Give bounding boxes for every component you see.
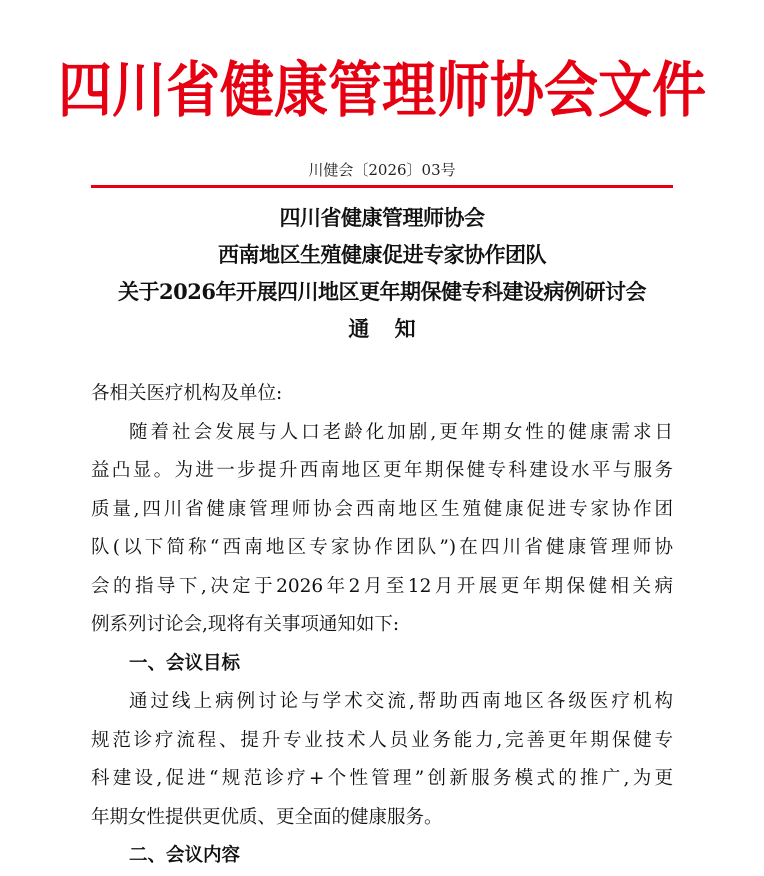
masthead-title: 四川省健康管理师协会文件	[58, 56, 707, 126]
salutation: 各相关医疗机构及单位:	[91, 383, 283, 404]
title-line-notice: 通知	[348, 316, 441, 341]
paragraph-2-line: 科建设,促进“规范诊疗+个性管理”创新服务模式的推广,为更	[91, 768, 673, 789]
red-rule-divider	[91, 185, 673, 188]
document-number: 川健会〔2026〕03号	[308, 161, 456, 179]
paragraph-1-line: 随着社会发展与人口老龄化加剧,更年期女性的健康需求日	[129, 421, 673, 443]
paragraph-1-line: 会的指导下,决定于2026年2月至12月开展更年期保健相关病	[91, 575, 673, 597]
paragraph-1-line: 质量,四川省健康管理师协会西南地区生殖健康促进专家协作团	[91, 498, 673, 520]
paragraph-2-line: 年期女性提供更优质、更全面的健康服务。	[91, 806, 443, 828]
section-2-heading: 二、会议内容	[129, 845, 241, 866]
title-line-issuer-1: 四川省健康管理师协会	[279, 205, 485, 230]
title-line-issuer-2: 西南地区生殖健康促进专家协作团队	[218, 242, 546, 267]
paragraph-2-line: 规范诊疗流程、提升专业技术人员业务能力,完善更年期保健专	[91, 729, 673, 751]
title-line-subject: 关于2026年开展四川地区更年期保健专科建设病例研讨会	[118, 279, 646, 304]
document-body	[91, 375, 673, 876]
notice-title	[0, 199, 764, 347]
section-1-heading: 一、会议目标	[129, 652, 241, 674]
paragraph-1-line: 益凸显。为进一步提升西南地区更年期保健专科建设水平与服务	[91, 460, 673, 481]
paragraph-1-line: 例系列讨论会,现将有关事项通知如下:	[91, 614, 400, 635]
paragraph-2-line: 通过线上病例讨论与学术交流,帮助西南地区各级医疗机构	[129, 691, 673, 712]
paragraph-1-line: 队(以下简称“西南地区专家协作团队”)在四川省健康管理师协	[91, 537, 673, 558]
